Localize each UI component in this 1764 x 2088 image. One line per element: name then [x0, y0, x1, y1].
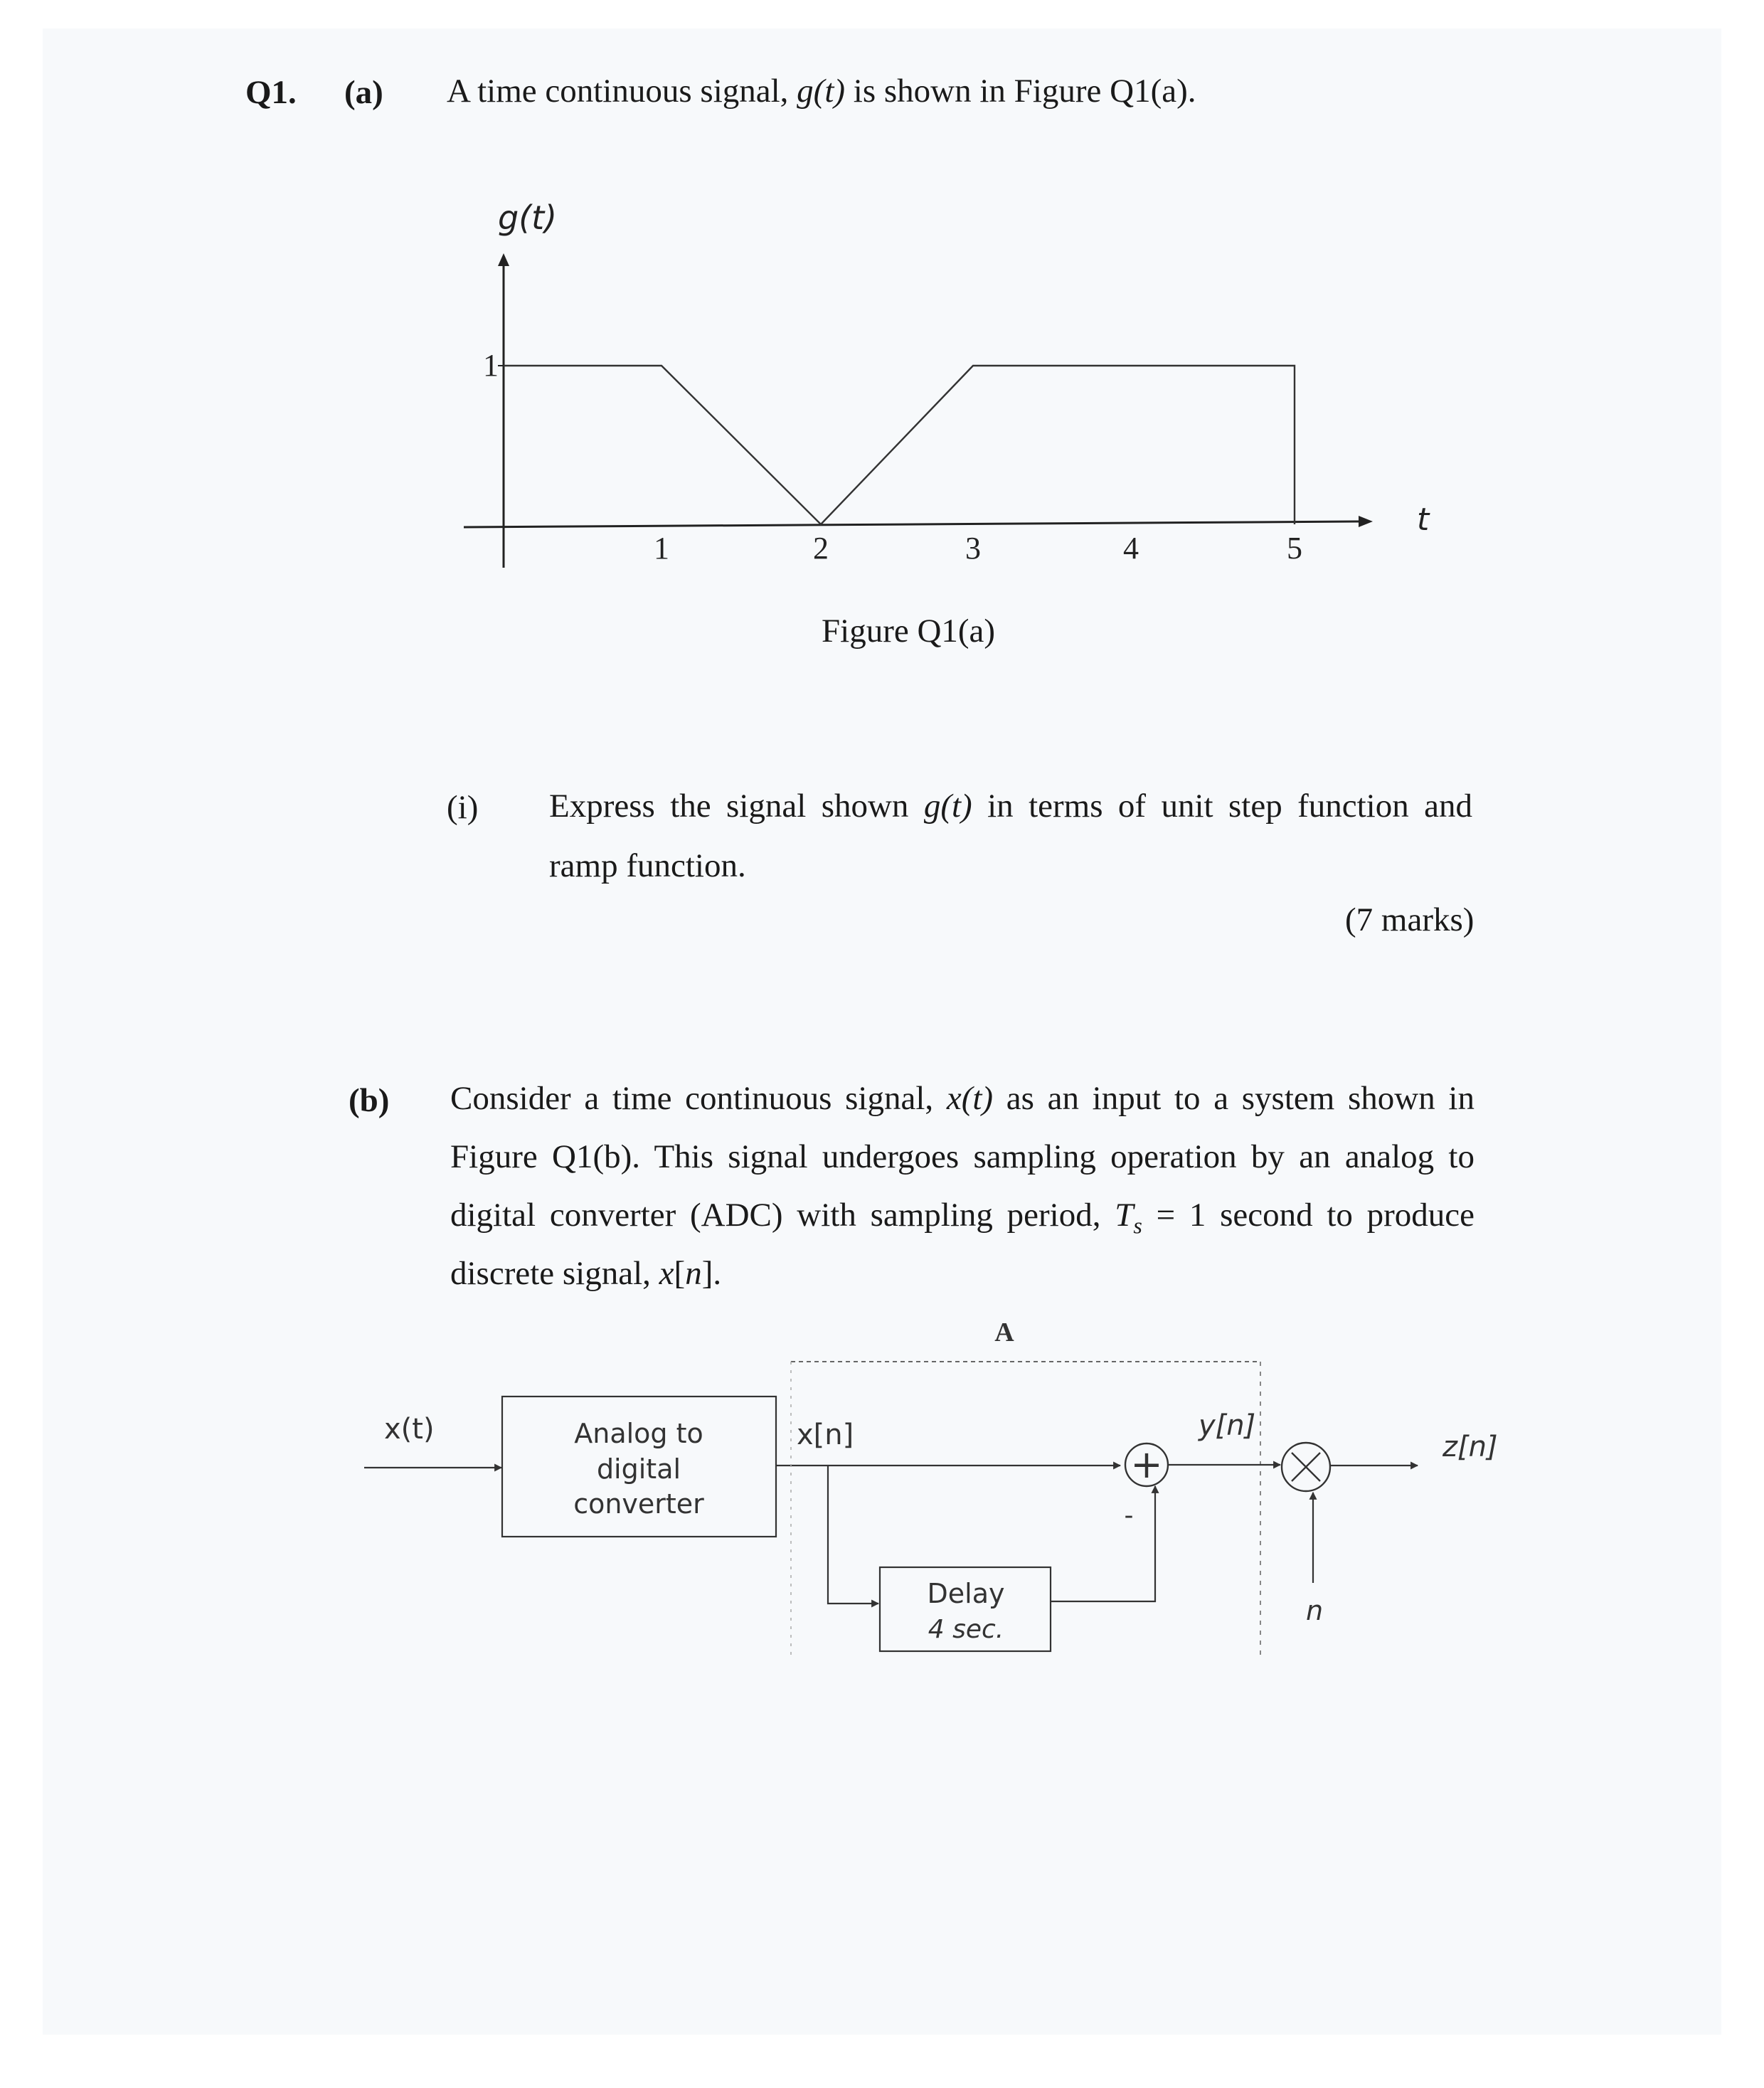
summer-plus-sign: +	[1130, 1442, 1163, 1487]
sub-i-marks: (7 marks)	[1345, 901, 1475, 938]
part-b-line1: Consider a time continuous signal, x(t) as an input to a system shown in	[450, 1080, 1475, 1117]
output-label: z[n]	[1442, 1431, 1498, 1463]
region-a-label: A	[994, 1318, 1014, 1347]
delay-to-summer-arrow	[1051, 1486, 1155, 1601]
adc-label-line2: digital	[596, 1453, 681, 1485]
adc-label-line3: converter	[573, 1488, 704, 1520]
part-a-intro: A time continuous signal, g(t) is shown in Figure Q1(a).	[447, 73, 1196, 110]
adc-label-line1: Analog to	[574, 1418, 703, 1449]
x-tick-label-3: 3	[965, 531, 981, 566]
delay-label-line2: 4 sec.	[928, 1615, 1004, 1644]
y-tick-label-1: 1	[483, 348, 499, 383]
x-tick-label-1: 1	[654, 531, 669, 566]
figure-caption: Figure Q1(a)	[822, 613, 996, 650]
part-b-label: (b)	[349, 1082, 390, 1119]
branch-to-delay-arrow	[828, 1466, 878, 1604]
xn-label: x[n]	[797, 1419, 854, 1451]
x-axis-label: t	[1417, 502, 1430, 538]
part-a-label: (a)	[344, 74, 383, 111]
part-b-line2: Figure Q1(b). This signal undergoes sampling operation by an analog to	[450, 1138, 1475, 1175]
x-tick-label-4: 4	[1123, 531, 1139, 566]
y-axis-label: g(t)	[498, 198, 558, 237]
yn-label: y[n]	[1199, 1409, 1256, 1442]
part-b-line3: digital converter (ADC) with sampling period, $T_s = 1$ second to produce	[450, 1197, 1475, 1239]
x-tick-label-5: 5	[1287, 531, 1302, 566]
sub-i-line2: ramp function.	[549, 847, 746, 884]
x-tick-label-2: 2	[813, 531, 829, 566]
sub-i-label: (i)	[447, 789, 479, 826]
input-label: x(t)	[384, 1413, 435, 1446]
delay-label-line1: Delay	[927, 1578, 1005, 1609]
part-b-line4: discrete signal, x[n].	[450, 1255, 722, 1292]
sub-i-line1: Express the signal shown g(t) in terms of unit step function and	[549, 788, 1472, 825]
question-number: Q1.	[245, 74, 297, 111]
summer-minus-sign: -	[1124, 1501, 1134, 1530]
n-label: n	[1305, 1595, 1324, 1626]
